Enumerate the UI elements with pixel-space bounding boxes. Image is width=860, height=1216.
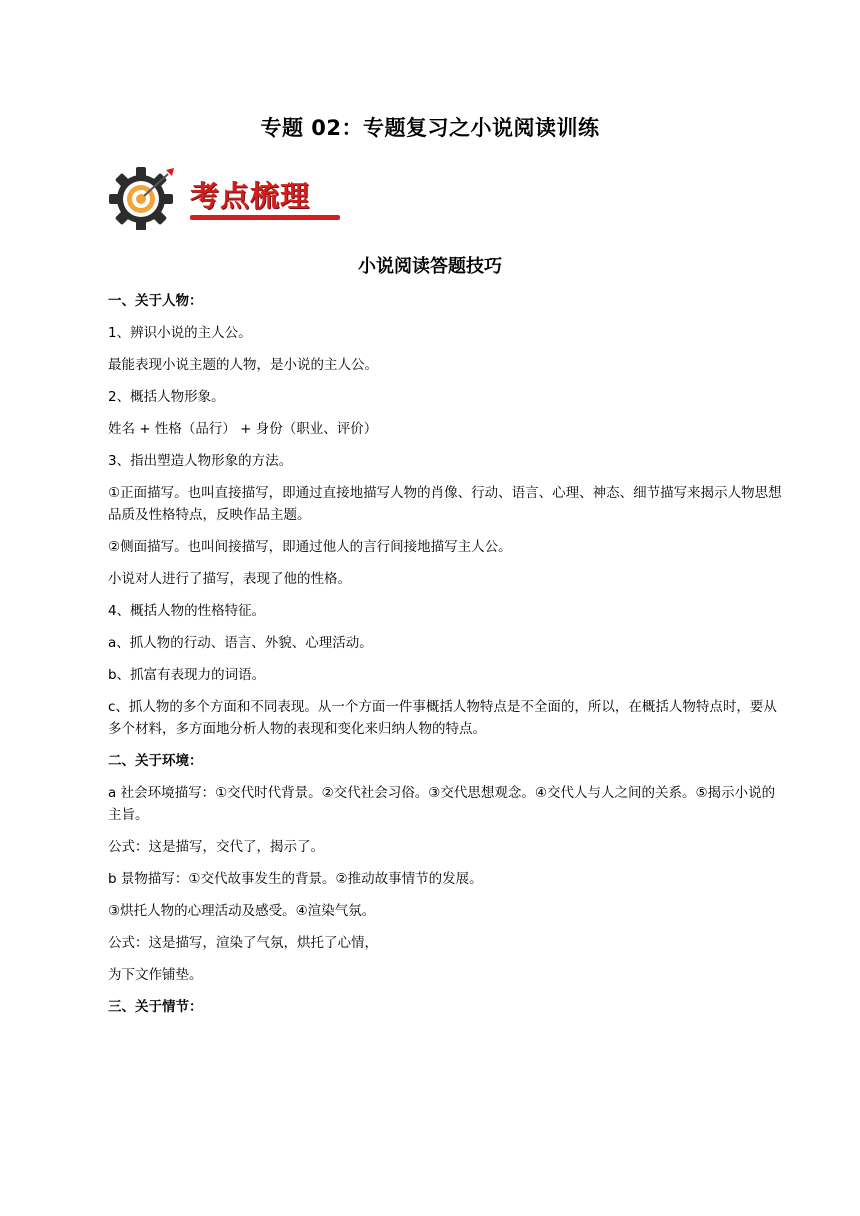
paragraph: b 景物描写：①交代故事发生的背景。②推动故事情节的发展。	[108, 871, 483, 887]
paragraph: 4、概括人物的性格特征。	[108, 603, 266, 619]
document-body	[108, 290, 788, 1028]
badge-underline	[190, 215, 340, 220]
section-badge	[108, 164, 338, 230]
heading-environment: 二、关于环境：	[108, 753, 203, 769]
paragraph: 2、概括人物形象。	[108, 389, 225, 405]
paragraph: 姓名 + 性格（品行） + 身份（职业、评价）	[108, 421, 378, 437]
document-title: 专题 02：专题复习之小说阅读训练	[260, 116, 600, 140]
badge-label: 考点梳理	[190, 179, 311, 213]
paragraph: 1、辨识小说的主人公。	[108, 325, 252, 341]
target-gear-icon	[108, 164, 178, 230]
paragraph: a 社会环境描写：①交代时代背景。②交代社会习俗。③交代思想观念。④交代人与人之间的关系。⑤揭示小说的主旨。	[108, 785, 776, 823]
heading-characters: 一、关于人物：	[108, 293, 203, 309]
paragraph: 公式：这是描写，渲染了气氛，烘托了心情，	[108, 935, 378, 951]
paragraph: a、抓人物的行动、语言、外貌、心理活动。	[108, 635, 373, 651]
paragraph: b、抓富有表现力的词语。	[108, 667, 266, 683]
paragraph: ①正面描写。也叫直接描写，即通过直接地描写人物的肖像、行动、语言、心理、神态、细节描写来揭示人物思想品质及性格特点，反映作品主题。	[108, 485, 782, 523]
paragraph: ②侧面描写。也叫间接描写，即通过他人的言行间接地描写主人公。	[108, 539, 512, 555]
paragraph: 公式：这是描写，交代了，揭示了。	[108, 839, 324, 855]
paragraph: 最能表现小说主题的人物，是小说的主人公。	[108, 357, 378, 373]
heading-plot: 三、关于情节：	[108, 999, 203, 1015]
paragraph: 3、指出塑造人物形象的方法。	[108, 453, 293, 469]
section-subtitle: 小说阅读答题技巧	[358, 256, 502, 277]
paragraph: 小说对人进行了描写，表现了他的性格。	[108, 571, 351, 587]
paragraph: 为下文作铺垫。	[108, 967, 203, 983]
paragraph: c、抓人物的多个方面和不同表现。从一个方面一件事概括人物特点是不全面的，所以，在概括人物特点时，要从多个材料，多方面地分析人物的表现和变化来归纳人物的特点。	[108, 699, 777, 737]
paragraph: ③烘托人物的心理活动及感受。④渲染气氛。	[108, 903, 376, 919]
